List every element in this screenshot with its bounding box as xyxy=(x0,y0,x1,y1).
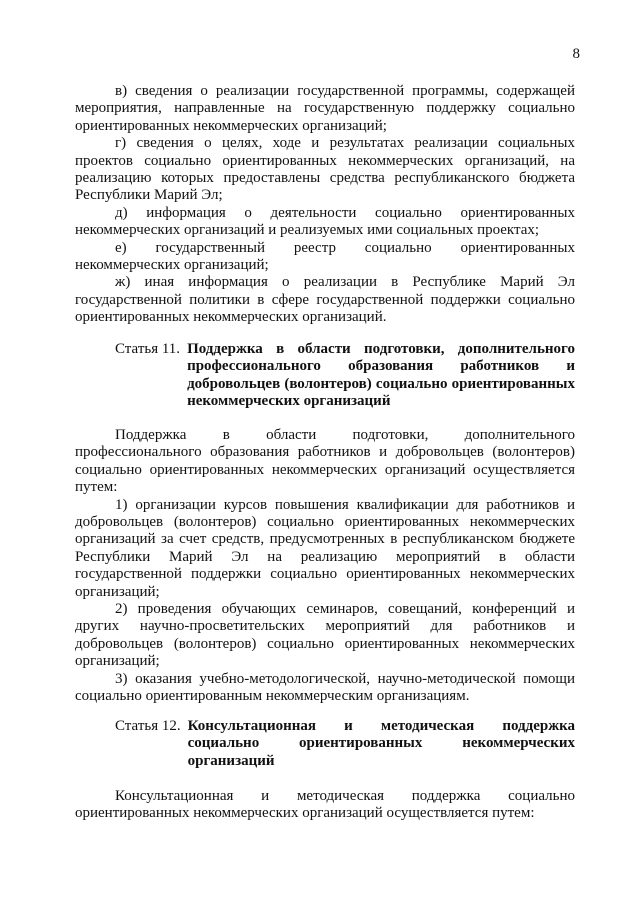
article-11-title: Поддержка в области подготовки, дополнительного профессионального образования работников и добровольцев (волонтеров) социально ориентированных некоммерческих организаций xyxy=(187,341,575,410)
paragraph-item-d: д) информация о деятельности социально ориентированных некоммерческих организаций и реализуемых ими социальных проектах; xyxy=(75,204,575,239)
paragraph-intro: Консультационная и методическая поддержка социально ориентированных некоммерческих организаций осуществляется путем: xyxy=(75,788,575,822)
article-11-body xyxy=(75,427,575,706)
article-11-heading xyxy=(115,341,575,411)
page-number: 8 xyxy=(572,46,580,62)
article-12-heading xyxy=(115,718,575,770)
info-items-section xyxy=(75,83,575,327)
article-12-label: Статья 12. xyxy=(115,718,181,734)
paragraph-item-v: в) сведения о реализации государственной программы, содержащей мероприятия, направленные на государственную поддержку социально ориентированных некоммерческих организаций; xyxy=(75,83,575,134)
article-12-body xyxy=(75,788,575,823)
article-12-title: Консультационная и методическая поддержка социально ориентированных некоммерческих организаций xyxy=(187,718,575,769)
paragraph-item-e: е) государственный реестр социально ориентированных некоммерческих организаций; xyxy=(75,239,575,274)
paragraph-item-1: 1) организации курсов повышения квалификации для работников и добровольцев (волонтеров) социально ориентированных некоммерческих организаций за счет средств, предусмотренных в республиканском бюджете Республики Марий Эл на реализацию мероприятий в области государственной поддержки социально ориентированных некоммерческих организаций; xyxy=(75,496,575,600)
paragraph-item-g: г) сведения о целях, ходе и результатах реализации социальных проектов социально ориентированных некоммерческих организаций, на реализацию которых предоставлены средства республиканского бюджета Республики Марий Эл; xyxy=(75,135,575,204)
paragraph-item-3: 3) оказания учебно-методологической, научно-методической помощи социально ориентированным некоммерческим организациям. xyxy=(75,670,575,705)
article-11-label: Статья 11. xyxy=(115,341,181,357)
paragraph-item-zh: ж) иная информация о реализации в Республике Марий Эл государственной политики в сфере государственной поддержки социально ориентированных некоммерческих организаций. xyxy=(75,274,575,326)
paragraph-item-2: 2) проведения обучающих семинаров, совещаний, конференций и других научно-просветительских мероприятий для работников и добровольцев (волонтеров) социально ориентированных некоммерческих организаций; xyxy=(75,601,575,670)
paragraph-intro: Поддержка в области подготовки, дополнительного профессионального образования работников и добровольцев (волонтеров) социально ориентированных некоммерческих организаций осуществляется путем: xyxy=(75,427,575,496)
